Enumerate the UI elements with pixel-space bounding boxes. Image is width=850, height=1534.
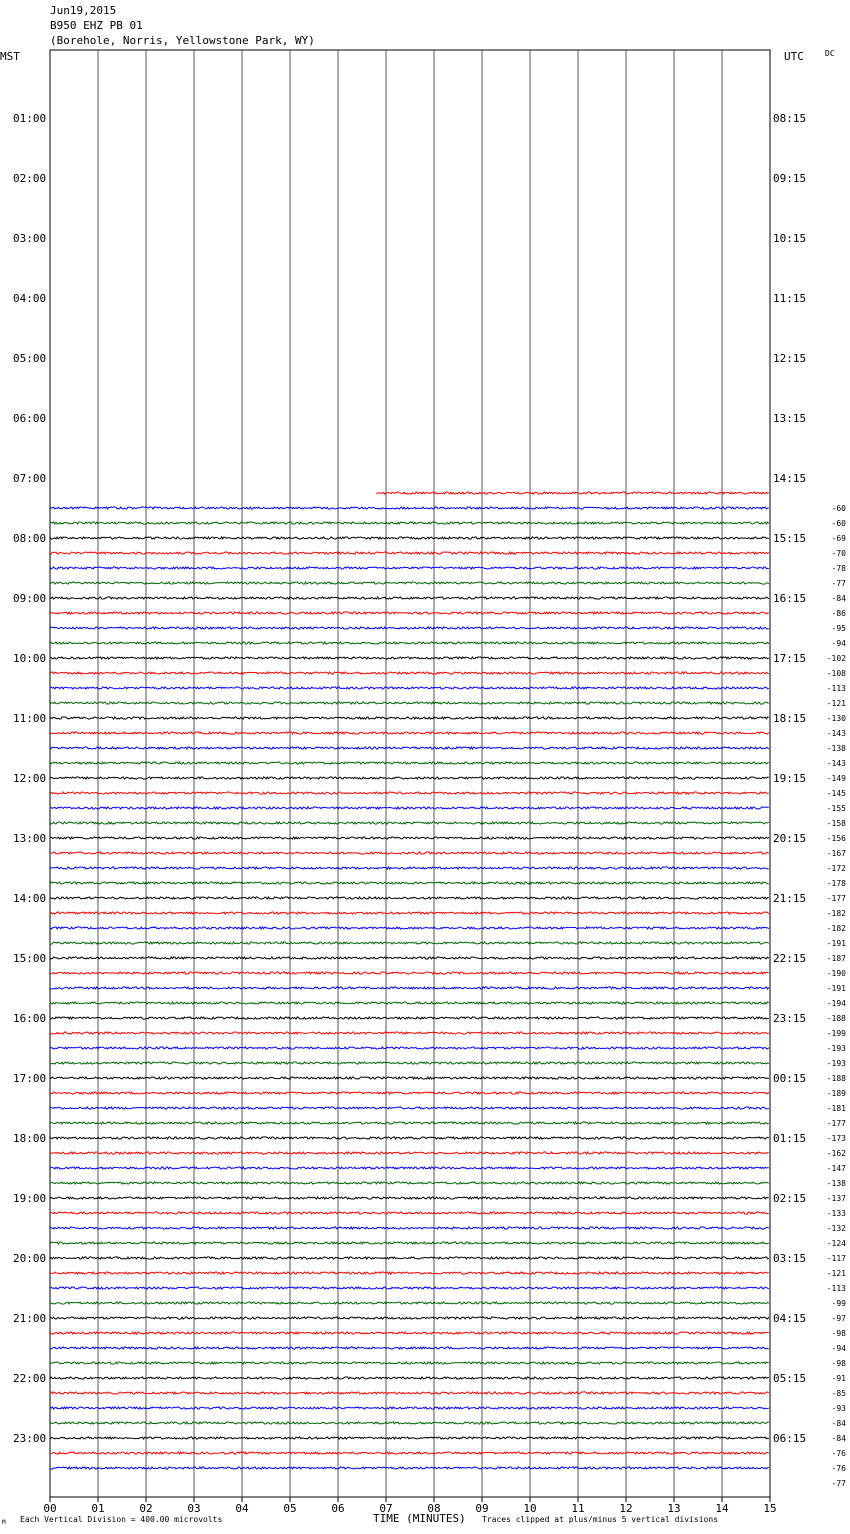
seismic-trace: [50, 882, 769, 884]
dc-offset-label: -143: [826, 729, 846, 738]
dc-offset-label: -178: [826, 879, 846, 888]
dc-offset-label: -95: [831, 624, 846, 633]
dc-offset-label: -143: [826, 759, 846, 768]
seismic-trace: [376, 492, 768, 494]
left-hour-label: 06:00: [13, 412, 47, 425]
left-hour-label: 05:00: [13, 352, 47, 365]
dc-offset-label: -181: [826, 1104, 846, 1113]
dc-offset-label: -133: [826, 1209, 846, 1218]
right-hour-label: 19:15: [773, 772, 807, 785]
dc-offset-label: -177: [826, 894, 846, 903]
dc-offset-label: -77: [831, 1479, 846, 1488]
x-tick-label: 08: [427, 1502, 441, 1515]
dc-offset-label: -189: [826, 1089, 846, 1098]
seismic-trace: [50, 837, 769, 839]
seismic-trace: [50, 1047, 769, 1049]
dc-offset-label: -162: [826, 1149, 846, 1158]
dc-offset-label: -117: [826, 1254, 846, 1263]
header-station: B950 EHZ PB 01: [50, 19, 143, 32]
seismic-trace: [50, 1212, 769, 1214]
dc-offset-label: -94: [831, 639, 846, 648]
dc-offset-label: -91: [831, 1374, 846, 1383]
dc-offset-label: -98: [831, 1329, 846, 1338]
right-timezone-label: UTC: [784, 50, 804, 63]
seismic-trace: [50, 552, 769, 554]
plot-frame: [50, 50, 770, 1497]
dc-offset-label: -70: [831, 549, 846, 558]
x-tick-label: 04: [235, 1502, 249, 1515]
seismic-trace: [50, 852, 769, 854]
seismic-trace: [50, 1467, 769, 1469]
x-tick-label: 13: [667, 1502, 681, 1515]
dc-offset-label: -149: [826, 774, 846, 783]
seismic-trace: [50, 1392, 769, 1394]
right-hour-label: 02:15: [773, 1192, 807, 1205]
seismic-trace: [50, 732, 769, 734]
dc-offset-label: -84: [831, 594, 846, 603]
right-hour-label: 06:15: [773, 1432, 807, 1445]
left-hour-label: 03:00: [13, 232, 47, 245]
seismic-trace: [50, 777, 769, 779]
seismic-trace: [50, 762, 769, 764]
dc-offset-label: -60: [831, 519, 846, 528]
seismic-trace: [50, 1017, 769, 1019]
left-hour-label: 17:00: [13, 1072, 47, 1085]
seismic-trace: [50, 1332, 769, 1334]
dc-offset-label: -97: [831, 1314, 846, 1323]
left-hour-label: 14:00: [13, 892, 47, 905]
dc-offset-label: -138: [826, 1179, 846, 1188]
right-hour-label: 11:15: [773, 292, 807, 305]
seismic-trace: [50, 1437, 769, 1439]
seismic-trace: [50, 582, 769, 584]
right-hour-label: 17:15: [773, 652, 807, 665]
seismic-trace: [50, 717, 769, 719]
dc-offset-label: -93: [831, 1404, 846, 1413]
x-tick-label: 00: [43, 1502, 57, 1515]
dc-offset-label: -188: [826, 1014, 846, 1023]
seismic-trace: [50, 1197, 769, 1199]
right-hour-label: 05:15: [773, 1372, 807, 1385]
seismic-trace: [50, 1317, 769, 1319]
dc-offset-label: -121: [826, 1269, 846, 1278]
seismic-trace: [50, 687, 769, 689]
seismic-trace: [50, 642, 769, 644]
left-hour-label: 08:00: [13, 532, 47, 545]
right-hour-label: 16:15: [773, 592, 807, 605]
right-hour-label: 18:15: [773, 712, 807, 725]
seismic-trace: [50, 1347, 769, 1349]
dc-offset-label: -145: [826, 789, 846, 798]
seismic-trace: [50, 1167, 769, 1169]
seismic-trace: [50, 537, 769, 539]
dc-offset-label: -182: [826, 924, 846, 933]
dc-offset-label: -113: [826, 1284, 846, 1293]
dc-offset-label: -188: [826, 1074, 846, 1083]
seismic-trace: [50, 1407, 769, 1409]
seismic-trace: [50, 1452, 769, 1454]
seismic-trace: [50, 1422, 769, 1424]
header-location: (Borehole, Norris, Yellowstone Park, WY): [50, 34, 315, 47]
right-hour-label: 03:15: [773, 1252, 807, 1265]
dc-offset-label: -199: [826, 1029, 846, 1038]
left-hour-label: 09:00: [13, 592, 47, 605]
dc-offset-label: -113: [826, 684, 846, 693]
dc-offset-label: -147: [826, 1164, 846, 1173]
left-hour-label: 04:00: [13, 292, 47, 305]
dc-offset-label: -121: [826, 699, 846, 708]
seismic-trace: [50, 1092, 769, 1094]
left-hour-label: 16:00: [13, 1012, 47, 1025]
x-tick-label: 05: [283, 1502, 297, 1515]
dc-offset-label: -76: [831, 1449, 846, 1458]
dc-label: DC: [825, 49, 835, 58]
x-axis-title: TIME (MINUTES): [373, 1512, 466, 1525]
right-hour-label: 12:15: [773, 352, 807, 365]
left-hour-label: 02:00: [13, 172, 47, 185]
seismic-trace: [50, 987, 769, 989]
x-tick-label: 09: [475, 1502, 489, 1515]
right-hour-label: 09:15: [773, 172, 807, 185]
dc-offset-label: -78: [831, 564, 846, 573]
dc-offset-label: -191: [826, 939, 846, 948]
seismic-trace: [50, 1287, 769, 1289]
left-hour-label: 11:00: [13, 712, 47, 725]
seismic-trace: [50, 1362, 769, 1364]
left-hour-label: 12:00: [13, 772, 47, 785]
seismic-trace: [50, 822, 769, 824]
dc-offset-label: -156: [826, 834, 846, 843]
dc-offset-label: -190: [826, 969, 846, 978]
dc-offset-label: -98: [831, 1359, 846, 1368]
dc-offset-label: -167: [826, 849, 846, 858]
dc-offset-label: -84: [831, 1419, 846, 1428]
left-hour-label: 07:00: [13, 472, 47, 485]
dc-offset-label: -193: [826, 1059, 846, 1068]
seismic-trace: [50, 792, 769, 794]
seismic-trace: [50, 807, 769, 809]
right-hour-label: 13:15: [773, 412, 807, 425]
seismic-trace: [50, 1242, 769, 1244]
seismic-trace: [50, 597, 769, 599]
seismic-trace: [50, 1377, 769, 1379]
dc-offset-label: -108: [826, 669, 846, 678]
clip-note: Traces clipped at plus/minus 5 vertical divisions: [482, 1515, 719, 1524]
seismic-trace: [50, 1272, 769, 1274]
seismic-trace: [50, 612, 769, 614]
left-hour-label: 13:00: [13, 832, 47, 845]
dc-offset-label: -85: [831, 1389, 846, 1398]
seismic-trace: [50, 1077, 769, 1079]
seismic-trace: [50, 672, 769, 674]
x-tick-label: 15: [763, 1502, 777, 1515]
x-tick-label: 03: [187, 1502, 201, 1515]
seismic-trace: [50, 867, 769, 869]
x-tick-label: 01: [91, 1502, 105, 1515]
x-tick-label: 02: [139, 1502, 153, 1515]
seismic-trace: [50, 957, 769, 959]
right-hour-label: 21:15: [773, 892, 807, 905]
seismic-trace: [50, 702, 769, 704]
dc-offset-label: -60: [831, 504, 846, 513]
x-tick-label: 07: [379, 1502, 393, 1515]
left-hour-label: 22:00: [13, 1372, 47, 1385]
dc-offset-label: -158: [826, 819, 846, 828]
corner-mark: M: [2, 1519, 6, 1526]
left-hour-label: 01:00: [13, 112, 47, 125]
left-hour-label: 19:00: [13, 1192, 47, 1205]
seismic-trace: [50, 1062, 769, 1064]
right-hour-label: 00:15: [773, 1072, 807, 1085]
dc-offset-label: -76: [831, 1464, 846, 1473]
left-timezone-label: MST: [0, 50, 20, 63]
dc-offset-label: -193: [826, 1044, 846, 1053]
left-hour-label: 18:00: [13, 1132, 47, 1145]
right-hour-label: 10:15: [773, 232, 807, 245]
left-hour-label: 10:00: [13, 652, 47, 665]
dc-offset-label: -155: [826, 804, 846, 813]
seismic-trace: [50, 567, 769, 569]
right-hour-label: 08:15: [773, 112, 807, 125]
x-tick-label: 14: [715, 1502, 729, 1515]
seismic-trace: [50, 1107, 769, 1109]
seismic-trace: [50, 1122, 769, 1124]
left-hour-label: 15:00: [13, 952, 47, 965]
seismic-trace: [50, 1257, 769, 1259]
dc-offset-label: -99: [831, 1299, 846, 1308]
x-tick-label: 11: [571, 1502, 585, 1515]
header-date: Jun19,2015: [50, 4, 117, 17]
dc-offset-label: -84: [831, 1434, 846, 1443]
dc-offset-label: -124: [826, 1239, 846, 1248]
seismic-trace: [50, 927, 769, 929]
seismic-trace: [50, 1152, 769, 1154]
seismic-trace: [50, 1302, 769, 1304]
dc-offset-label: -130: [826, 714, 846, 723]
dc-offset-label: -187: [826, 954, 846, 963]
dc-offset-label: -94: [831, 1344, 846, 1353]
dc-offset-label: -191: [826, 984, 846, 993]
dc-offset-label: -182: [826, 909, 846, 918]
dc-offset-label: -137: [826, 1194, 846, 1203]
dc-offset-label: -77: [831, 579, 846, 588]
seismic-trace: [50, 522, 769, 524]
dc-offset-label: -132: [826, 1224, 846, 1233]
x-tick-label: 10: [523, 1502, 537, 1515]
dc-offset-label: -173: [826, 1134, 846, 1143]
x-tick-label: 12: [619, 1502, 633, 1515]
dc-offset-label: -172: [826, 864, 846, 873]
dc-offset-label: -69: [831, 534, 846, 543]
dc-offset-label: -177: [826, 1119, 846, 1128]
seismic-trace: [50, 627, 769, 629]
right-hour-label: 23:15: [773, 1012, 807, 1025]
vertical-division-note: Each Vertical Division = 400.00 microvolts: [20, 1515, 223, 1524]
left-hour-label: 21:00: [13, 1312, 47, 1325]
right-hour-label: 04:15: [773, 1312, 807, 1325]
seismic-trace: [50, 912, 769, 914]
dc-offset-label: -194: [826, 999, 846, 1008]
right-hour-label: 15:15: [773, 532, 807, 545]
seismic-trace: [50, 897, 769, 899]
seismic-trace: [50, 972, 769, 974]
seismic-trace: [50, 657, 769, 659]
seismic-trace: [50, 1002, 769, 1004]
x-tick-label: 06: [331, 1502, 345, 1515]
dc-offset-label: -86: [831, 609, 846, 618]
seismic-trace: [50, 747, 769, 749]
dc-offset-label: -102: [826, 654, 846, 663]
right-hour-label: 01:15: [773, 1132, 807, 1145]
seismic-trace: [50, 1032, 769, 1034]
seismic-trace: [50, 1227, 769, 1229]
right-hour-label: 14:15: [773, 472, 807, 485]
seismic-trace: [50, 507, 769, 509]
right-hour-label: 20:15: [773, 832, 807, 845]
left-hour-label: 23:00: [13, 1432, 47, 1445]
right-hour-label: 22:15: [773, 952, 807, 965]
seismic-trace: [50, 1182, 769, 1184]
left-hour-label: 20:00: [13, 1252, 47, 1265]
seismic-trace: [50, 942, 769, 944]
seismic-trace: [50, 1137, 769, 1139]
dc-offset-label: -138: [826, 744, 846, 753]
